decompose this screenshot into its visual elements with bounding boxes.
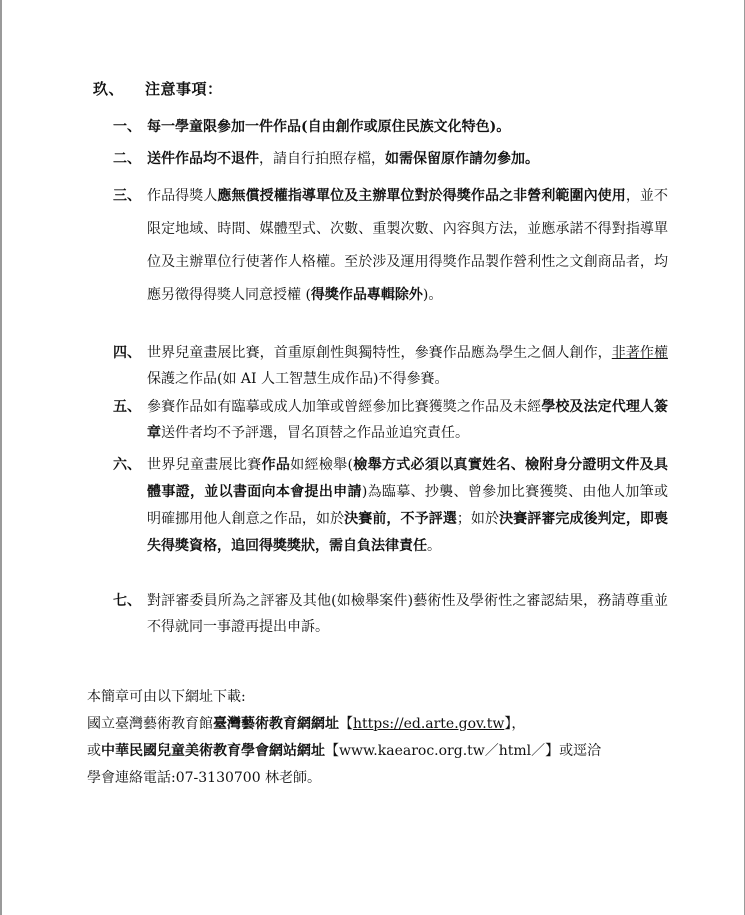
item-label: 一、 xyxy=(113,119,141,135)
notice-item-6 xyxy=(113,452,668,560)
footer-line-4: 學會連絡電話:07-3130700 林老師。 xyxy=(87,770,322,786)
text-segment: 每一學童限參加一件作品(自由創作或原住民族文化特色)。 xyxy=(147,119,511,135)
text-segment: 國立臺灣藝術教育館 xyxy=(87,716,213,732)
item-body xyxy=(147,146,668,172)
notice-item-4 xyxy=(113,340,668,392)
text-segment: 送件作品均不退件 xyxy=(147,151,259,167)
text-segment: 對評審委員所為之評審及其他(如檢舉案件)藝術性及學術性之審認結果，務請尊重並不得就同一事證再提出申訴。 xyxy=(147,593,668,635)
item-label: 六、 xyxy=(113,457,141,473)
item-label: 七、 xyxy=(113,593,141,609)
text-segment: 得獎作品專輯除外 xyxy=(310,287,423,303)
text-segment: 【 xyxy=(339,716,353,732)
text-segment: 臺灣藝術教育網網址 xyxy=(213,716,339,732)
url-link[interactable]: https://ed.arte.gov.tw xyxy=(353,716,505,732)
text-segment: ，並不限定地域、時間、媒體型式、次數、重製次數、內容與方法，並應承諾不得對指導單位及主辦單位行使著作人格權。至於涉及運用得獎作品製作營利性之文創商品者，均應另徵得得獎人同意授權 ( xyxy=(147,188,669,303)
notice-item-3 xyxy=(113,180,668,312)
notice-item-7 xyxy=(113,588,668,640)
item-body xyxy=(147,394,668,446)
text-segment: 。 xyxy=(427,538,441,554)
item-label: 五、 xyxy=(113,399,141,415)
item-body xyxy=(147,340,668,392)
footer-line-1: 本簡章可由以下網址下載: xyxy=(87,689,246,705)
text-segment: 檢舉方式必須以真實姓名、檢附身分證明文件及具體事證，並以書面向本會提出申請 xyxy=(147,457,668,500)
text-segment: )為臨摹、抄襲、曾參加比賽獲獎、由他人加筆或明確挪用他人創意之作品，如於 xyxy=(147,484,668,527)
text-segment: 如需保留原作請勿參加。 xyxy=(385,151,539,167)
text-segment: 如經檢舉( xyxy=(290,457,353,473)
text-segment: 保護之作品(如 AI 人工智慧生成作品)不得參賽。 xyxy=(147,371,449,387)
section-title: 注意事項： xyxy=(145,80,223,98)
text-segment: 作品 xyxy=(261,457,291,473)
item-label: 四、 xyxy=(113,345,141,361)
text-segment: 】， xyxy=(504,716,526,732)
item-body xyxy=(147,180,668,312)
text-segment: 世界兒童畫展比賽，首重原創性與獨特性，參賽作品應為學生之個人創作， xyxy=(147,345,612,361)
text-segment: 學校及法定代理人簽章 xyxy=(147,399,669,441)
text-segment: 【www.kaearoc.org.tw／html／】或逕洽 xyxy=(325,743,602,759)
item-body xyxy=(147,588,668,640)
item-label: 二、 xyxy=(113,151,141,167)
footer-line-2 xyxy=(87,711,687,737)
text-segment: 作品得獎人 xyxy=(147,188,218,204)
text-segment: ，請自行拍照存檔， xyxy=(259,151,385,167)
notice-item-1 xyxy=(113,114,668,140)
item-body xyxy=(147,114,668,140)
item-body xyxy=(147,452,668,560)
text-segment: ；如於 xyxy=(456,511,500,527)
page-edge xyxy=(1,0,2,915)
item-label: 三、 xyxy=(113,188,141,204)
text-segment: 送件者均不予評選，冒名頂替之作品並追究責任。 xyxy=(161,425,469,441)
text-segment: 決賽評審完成後判定，即喪失得獎資格，追回得獎獎狀，需自負法律責任 xyxy=(147,511,669,554)
section-number: 玖、 xyxy=(93,80,125,98)
section-heading xyxy=(93,78,223,99)
notice-item-2 xyxy=(113,146,668,172)
text-segment: 應無償授權指導單位及主辦單位對於得獎作品之非營利範圍內使用 xyxy=(217,188,626,204)
text-segment: 世界兒童畫展比賽 xyxy=(147,457,262,473)
text-segment: )。 xyxy=(422,287,443,303)
text-segment: 或 xyxy=(87,743,101,759)
notice-item-5 xyxy=(113,394,668,446)
text-segment: 決賽前，不予評選 xyxy=(344,511,457,527)
text-segment: 參賽作品如有臨摹或成人加筆或曾經參加比賽獲獎之作品及未經 xyxy=(147,399,542,415)
footer-line-3 xyxy=(87,738,687,764)
text-segment: 非著作權 xyxy=(611,345,668,361)
text-segment: 中華民國兒童美術教育學會網站網址 xyxy=(101,743,325,759)
